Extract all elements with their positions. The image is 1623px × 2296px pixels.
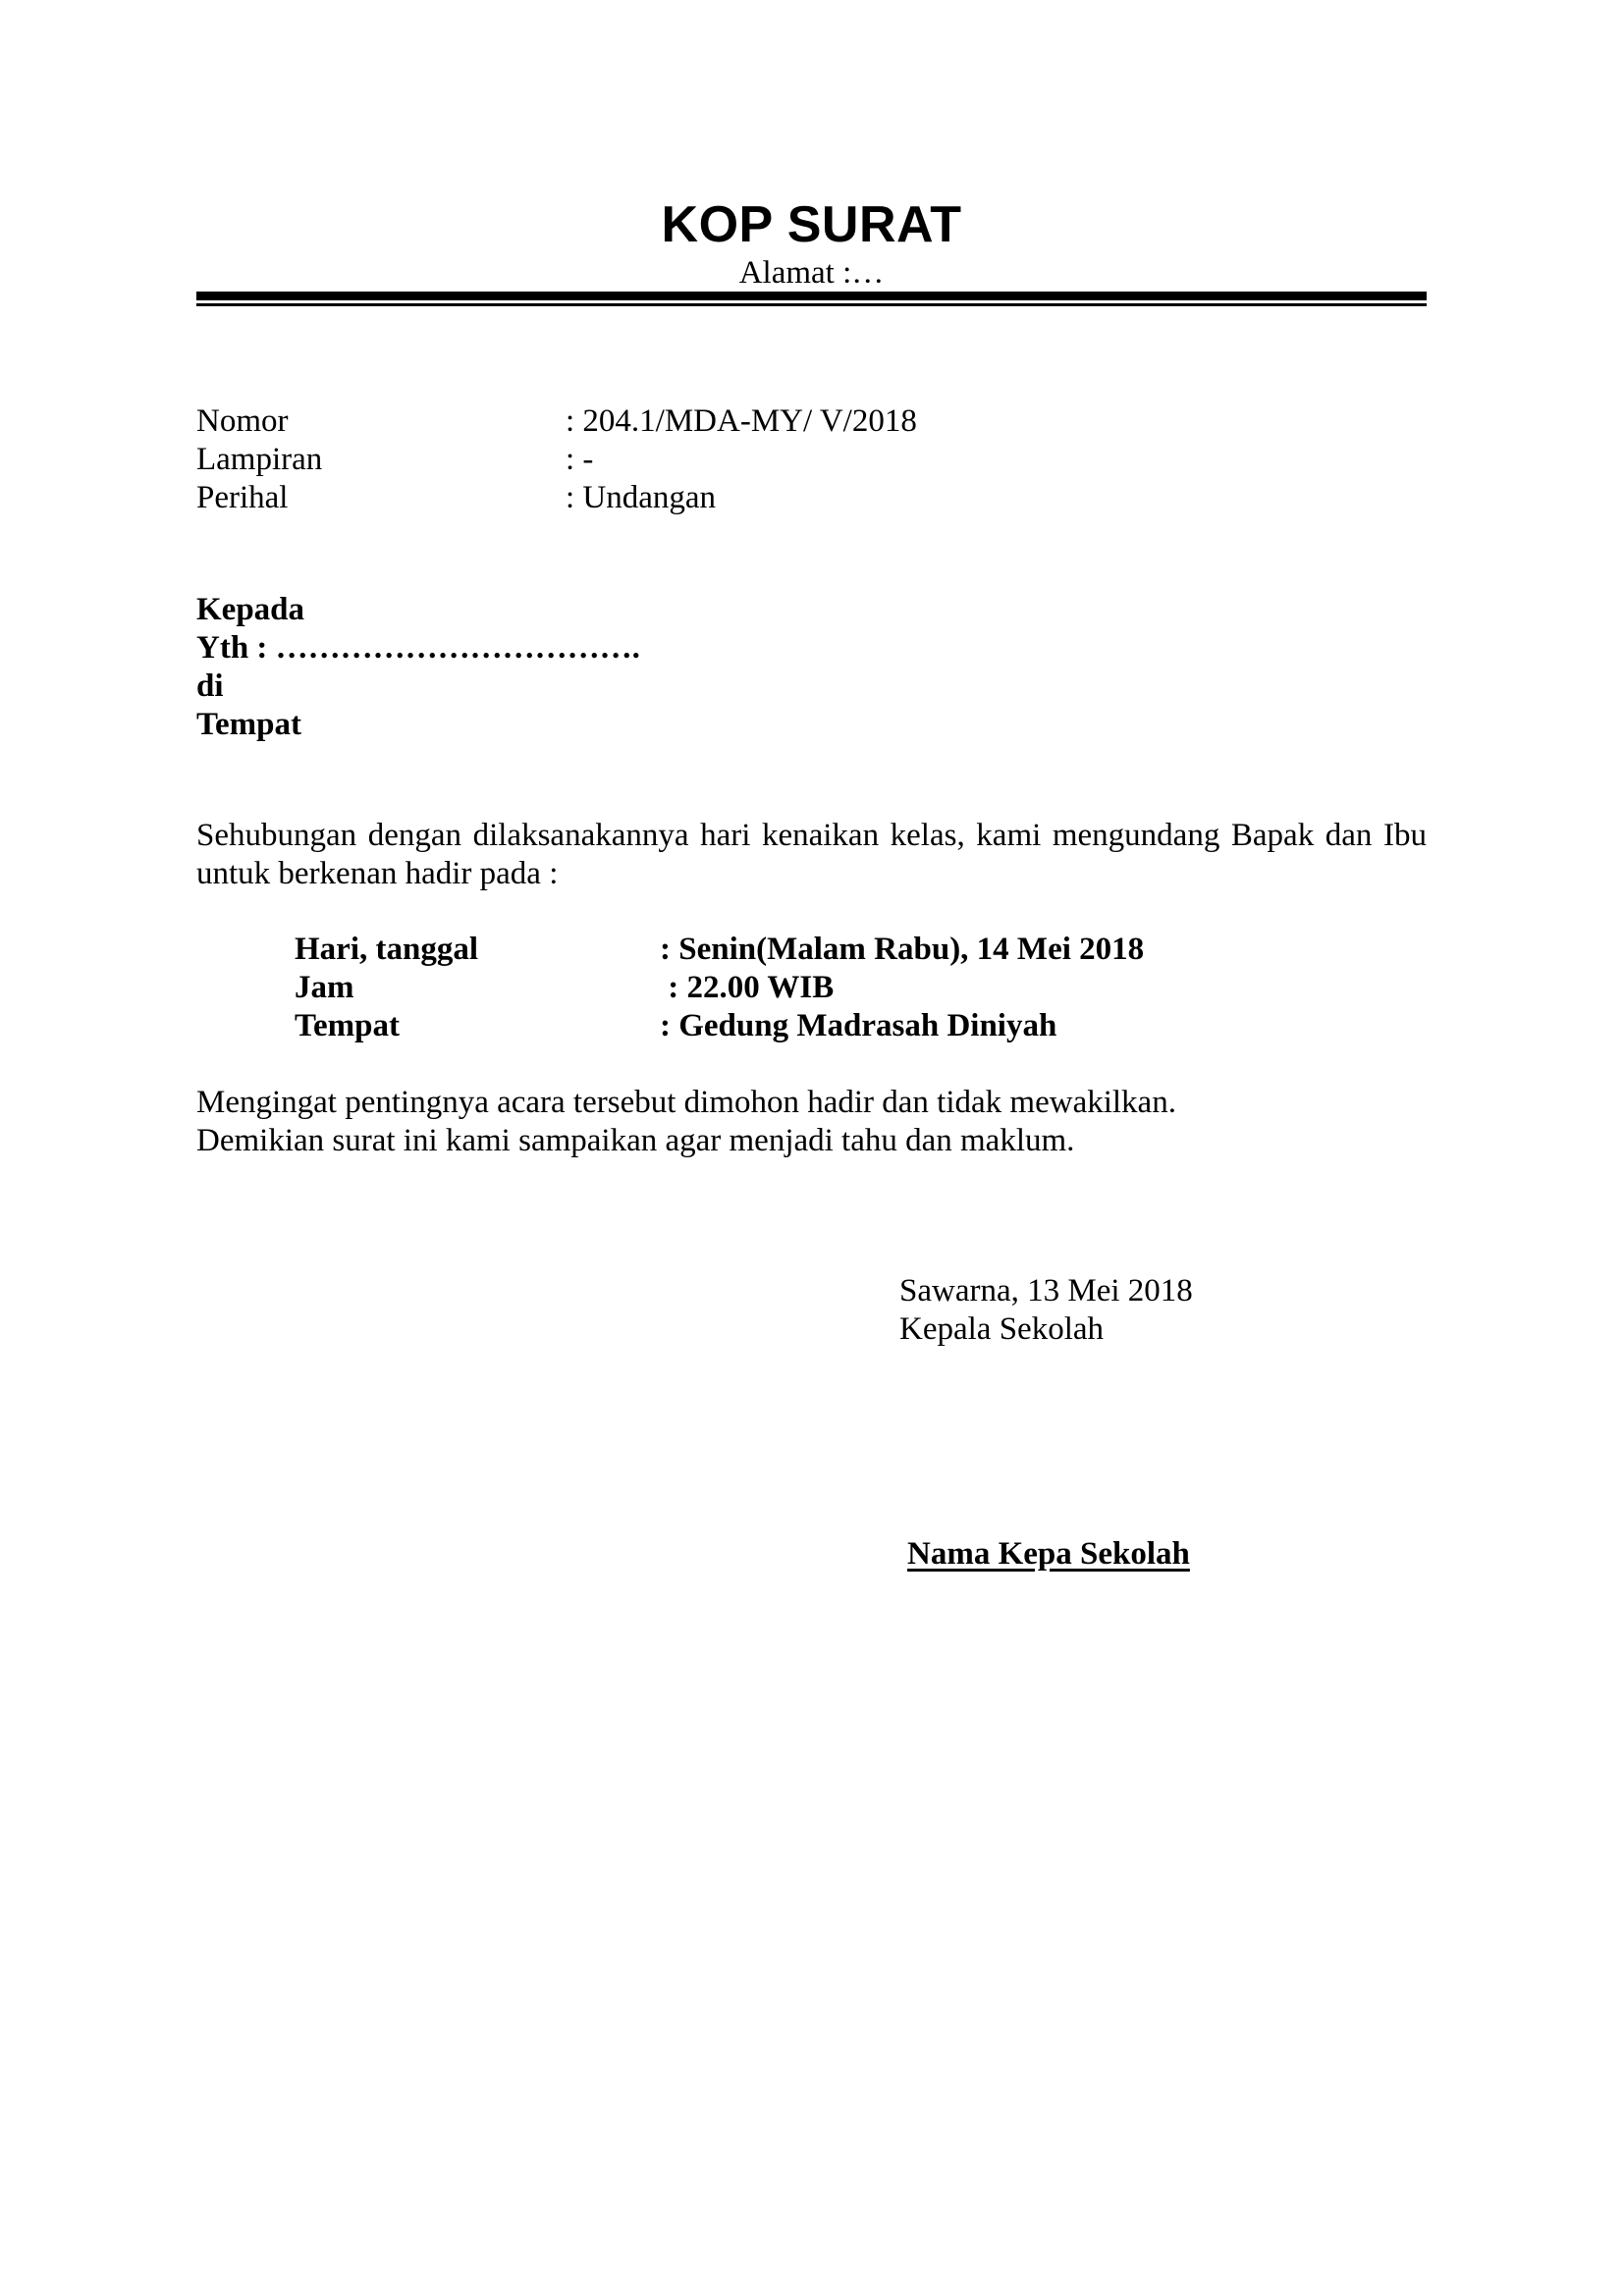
recipient-kepada: Kepada bbox=[196, 592, 305, 627]
recipient-di: di bbox=[196, 668, 224, 704]
letterhead-rule-thick bbox=[196, 292, 1427, 300]
signature-place-date: Sawarna, 13 Mei 2018 bbox=[899, 1273, 1193, 1308]
detail-label-time: Jam bbox=[295, 970, 354, 1005]
signature-position: Kepala Sekolah bbox=[899, 1311, 1105, 1347]
meta-label-perihal: Perihal bbox=[196, 480, 289, 515]
letterhead-title: KOP SURAT bbox=[661, 196, 962, 253]
closing-line-1: Mengingat pentingnya acara tersebut dimohon hadir dan tidak mewakilkan. bbox=[196, 1085, 1176, 1120]
detail-value-time: : 22.00 WIB bbox=[660, 970, 835, 1005]
detail-value-date: : Senin(Malam Rabu), 14 Mei 2018 bbox=[660, 932, 1145, 967]
detail-label-date: Hari, tanggal bbox=[295, 932, 478, 967]
opening-line-2: untuk berkenan hadir pada : bbox=[196, 856, 559, 891]
meta-value-lampiran: : - bbox=[566, 442, 594, 477]
recipient-yth: Yth : ……………………………. bbox=[196, 630, 640, 666]
opening-paragraph bbox=[196, 817, 1427, 893]
signature-name: Nama Kepa Sekolah bbox=[907, 1536, 1190, 1572]
meta-label-lampiran: Lampiran bbox=[196, 442, 323, 477]
closing-line-2: Demikian surat ini kami sampaikan agar menjadi tahu dan maklum. bbox=[196, 1123, 1075, 1158]
recipient-tempat: Tempat bbox=[196, 707, 301, 742]
meta-value-perihal: : Undangan bbox=[566, 480, 717, 515]
meta-label-nomor: Nomor bbox=[196, 403, 289, 439]
opening-line-1: Sehubungan dengan dilaksanakannya hari kenaikan kelas, kami mengundang Bapak dan Ibu bbox=[196, 818, 1427, 853]
meta-value-nomor: : 204.1/MDA-MY/ V/2018 bbox=[566, 403, 917, 439]
letterhead-address: Alamat :… bbox=[738, 255, 885, 291]
detail-value-place: : Gedung Madrasah Diniyah bbox=[660, 1008, 1057, 1043]
detail-label-place: Tempat bbox=[295, 1008, 400, 1043]
letterhead-rule-thin bbox=[196, 303, 1427, 306]
